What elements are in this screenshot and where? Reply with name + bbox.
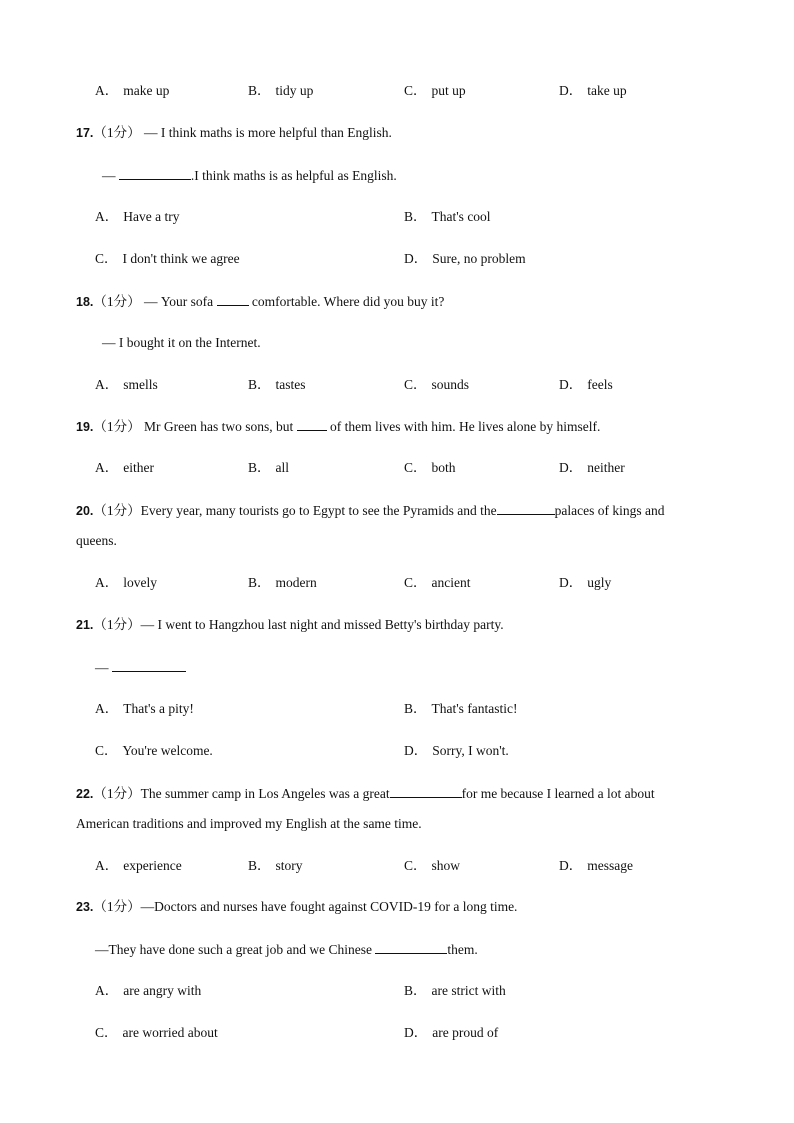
- q19-option-a[interactable]: [95, 459, 154, 477]
- option-text: are strict with: [431, 983, 506, 998]
- option-letter: D．: [404, 743, 428, 758]
- option-letter: B．: [404, 701, 427, 716]
- option-letter: A．: [95, 377, 119, 392]
- question-text-cont: queens.: [76, 533, 117, 548]
- q20-stem: [76, 501, 665, 520]
- question-text: — I went to Hangzhou last night and missed Betty's birthday party.: [140, 617, 504, 632]
- q16-option-c[interactable]: [404, 82, 466, 100]
- q17-option-c[interactable]: [95, 250, 240, 268]
- question-number: 19.: [76, 420, 94, 434]
- q20-option-c[interactable]: [404, 574, 471, 592]
- option-text: That's fantastic!: [431, 701, 518, 716]
- option-letter: D．: [559, 83, 583, 98]
- option-letter: A．: [95, 209, 119, 224]
- q23-stem: [76, 898, 517, 916]
- question-score: （1分）: [93, 899, 141, 914]
- option-letter: A．: [95, 858, 119, 873]
- q21-stem: [76, 616, 504, 634]
- option-text: all: [275, 460, 290, 475]
- option-letter: D．: [559, 575, 583, 590]
- option-text: are worried about: [122, 1025, 218, 1040]
- question-text-post: comfortable. Where did you buy it?: [251, 294, 445, 309]
- question-score: （1分）: [93, 617, 141, 632]
- reply-text: — I bought it on the Internet.: [102, 335, 261, 350]
- option-letter: B．: [404, 209, 427, 224]
- q19-stem: [76, 417, 600, 436]
- q22-option-c[interactable]: [404, 857, 460, 875]
- option-letter: B．: [248, 858, 271, 873]
- reply-text-pre: —They have done such a great job and we Chinese: [95, 942, 373, 957]
- question-text-pre: Mr Green has two sons, but: [144, 419, 294, 434]
- option-text: tastes: [275, 377, 306, 392]
- q20-option-a[interactable]: [95, 574, 157, 592]
- option-text: sounds: [431, 377, 470, 392]
- q23-option-d[interactable]: [404, 1024, 498, 1042]
- q17-option-a[interactable]: [95, 208, 179, 226]
- q23-option-a[interactable]: [95, 982, 201, 1000]
- answer-blank[interactable]: [497, 501, 555, 515]
- dash: —: [95, 660, 109, 675]
- option-text: smells: [123, 377, 158, 392]
- question-score: （1分）: [93, 786, 141, 801]
- q19-option-b[interactable]: [248, 459, 289, 477]
- q19-option-d[interactable]: [559, 459, 625, 477]
- q22-option-d[interactable]: [559, 857, 633, 875]
- question-number: 20.: [76, 504, 94, 518]
- option-letter: C．: [404, 858, 427, 873]
- q20-option-d[interactable]: [559, 574, 611, 592]
- option-letter: C．: [404, 575, 427, 590]
- answer-blank[interactable]: [390, 784, 462, 798]
- option-text: neither: [587, 460, 625, 475]
- reply-text: .I think maths is as helpful as English.: [190, 168, 397, 183]
- option-letter: D．: [559, 460, 583, 475]
- q18-reply: [102, 334, 261, 352]
- q21-option-d[interactable]: [404, 742, 509, 760]
- option-text: Have a try: [123, 209, 180, 224]
- option-text: tidy up: [275, 83, 314, 98]
- option-text: Sorry, I won't.: [432, 743, 509, 758]
- option-text: are angry with: [123, 983, 202, 998]
- option-text: ancient: [431, 575, 471, 590]
- q21-reply: [95, 658, 186, 677]
- q23-option-c[interactable]: [95, 1024, 218, 1042]
- q22-stem: [76, 784, 655, 803]
- q19-option-c[interactable]: [404, 459, 456, 477]
- option-letter: B．: [248, 83, 271, 98]
- q16-option-d[interactable]: [559, 82, 627, 100]
- option-letter: D．: [404, 251, 428, 266]
- question-text-cont: American traditions and improved my English at the same time.: [76, 816, 422, 831]
- q22-stem-cont: [76, 815, 422, 833]
- option-letter: B．: [248, 575, 271, 590]
- option-letter: D．: [404, 1025, 428, 1040]
- option-text: are proud of: [432, 1025, 499, 1040]
- question-text-post: of them lives with him. He lives alone by himself.: [330, 419, 601, 434]
- q17-option-b[interactable]: [404, 208, 491, 226]
- option-text: lovely: [123, 575, 157, 590]
- option-text: That's a pity!: [123, 701, 194, 716]
- option-letter: C．: [95, 743, 118, 758]
- option-text: message: [587, 858, 633, 873]
- option-text: You're welcome.: [122, 743, 213, 758]
- q18-option-d[interactable]: [559, 376, 613, 394]
- question-number: 21.: [76, 618, 94, 632]
- q21-option-b[interactable]: [404, 700, 518, 718]
- question-text-pre: — Your sofa: [144, 294, 214, 309]
- option-text: story: [275, 858, 303, 873]
- option-letter: D．: [559, 858, 583, 873]
- q21-option-a[interactable]: [95, 700, 194, 718]
- option-text: make up: [123, 83, 170, 98]
- option-letter: C．: [95, 251, 118, 266]
- option-text: take up: [587, 83, 627, 98]
- option-letter: A．: [95, 460, 119, 475]
- option-text: I don't think we agree: [122, 251, 240, 266]
- option-letter: B．: [248, 377, 271, 392]
- option-text: modern: [275, 575, 317, 590]
- dash: —: [102, 168, 116, 183]
- q21-option-c[interactable]: [95, 742, 213, 760]
- q23-reply: [95, 940, 478, 959]
- answer-blank[interactable]: [297, 417, 327, 431]
- option-text: experience: [123, 858, 182, 873]
- q22-option-a[interactable]: [95, 857, 182, 875]
- answer-blank[interactable]: [119, 166, 191, 180]
- q20-stem-cont: [76, 532, 117, 550]
- option-text: Sure, no problem: [432, 251, 526, 266]
- option-text: show: [431, 858, 461, 873]
- q16-option-a[interactable]: [95, 82, 169, 100]
- q17-stem: [76, 124, 392, 142]
- option-text: put up: [431, 83, 466, 98]
- q18-stem: [76, 292, 444, 311]
- question-score: （1分）: [93, 419, 141, 434]
- option-letter: D．: [559, 377, 583, 392]
- question-number: 18.: [76, 295, 94, 309]
- answer-blank[interactable]: [217, 292, 249, 306]
- option-letter: A．: [95, 83, 119, 98]
- q23-option-b[interactable]: [404, 982, 506, 1000]
- answer-blank[interactable]: [375, 940, 447, 954]
- q20-option-b[interactable]: [248, 574, 317, 592]
- q16-option-b[interactable]: [248, 82, 313, 100]
- option-text: either: [123, 460, 154, 475]
- question-score: （1分）: [93, 125, 141, 140]
- option-letter: C．: [404, 83, 427, 98]
- q17-option-d[interactable]: [404, 250, 526, 268]
- reply-text-post: them.: [447, 942, 478, 957]
- question-number: 22.: [76, 787, 94, 801]
- q18-option-a[interactable]: [95, 376, 158, 394]
- q22-option-b[interactable]: [248, 857, 303, 875]
- option-letter: C．: [404, 377, 427, 392]
- option-letter: B．: [404, 983, 427, 998]
- answer-blank[interactable]: [112, 658, 186, 672]
- option-letter: A．: [95, 701, 119, 716]
- option-letter: C．: [404, 460, 427, 475]
- question-text-pre: The summer camp in Los Angeles was a great: [140, 786, 390, 801]
- option-letter: A．: [95, 983, 119, 998]
- q18-option-b[interactable]: [248, 376, 306, 394]
- question-number: 23.: [76, 900, 94, 914]
- q17-reply: [102, 166, 397, 185]
- option-letter: A．: [95, 575, 119, 590]
- option-text: both: [431, 460, 456, 475]
- option-text: That's cool: [431, 209, 491, 224]
- question-text: —Doctors and nurses have fought against COVID-19 for a long time.: [140, 899, 518, 914]
- question-text: — I think maths is more helpful than English.: [144, 125, 392, 140]
- option-text: ugly: [587, 575, 612, 590]
- question-text-pre: Every year, many tourists go to Egypt to see the Pyramids and the: [140, 503, 497, 518]
- question-score: （1分）: [93, 503, 141, 518]
- option-letter: B．: [248, 460, 271, 475]
- question-text-post: for me because I learned a lot about: [461, 786, 655, 801]
- option-text: feels: [587, 377, 613, 392]
- question-number: 17.: [76, 126, 94, 140]
- question-score: （1分）: [93, 294, 141, 309]
- question-text-post: palaces of kings and: [554, 503, 665, 518]
- q18-option-c[interactable]: [404, 376, 469, 394]
- option-letter: C．: [95, 1025, 118, 1040]
